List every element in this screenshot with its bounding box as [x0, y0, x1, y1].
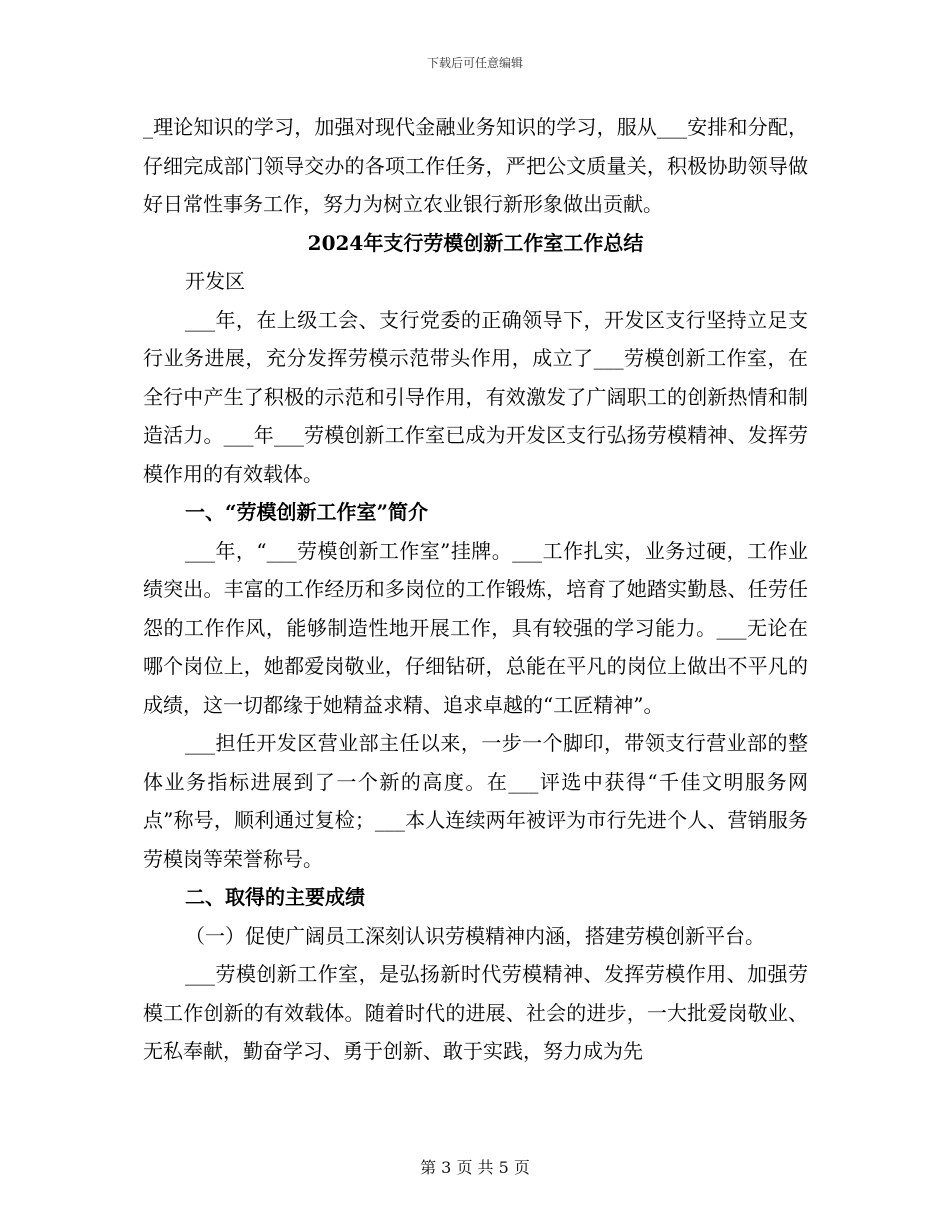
section-2-subheading-1: （一）促使广阔员工深刻认识劳模精神内涵，搭建劳模创新平台。 [185, 923, 765, 948]
section-1-paragraph-1: ___年，“___劳模创新工作室”挂牌。___工作扎实，业务过硬，工作业绩突出。丰富的工作经历和多岗位的工作锻炼，培育了她踏实勤恳、任劳任怨的工作作风，能够制造性地开展工作，具有较强的学习能力。___无论在哪个岗位上，她都爱岗敬业，仔细钻研，总能在平凡的岗位上做出不平凡的成绩，这一切都缘于她精益求精、追求卓越的“工匠精神”。 [143, 538, 808, 717]
page-header: 下载后可任意编辑 [426, 56, 523, 70]
document-title: 2024年支行劳模创新工作室工作总结 [307, 230, 644, 255]
org-name: 开发区 [185, 269, 245, 293]
section-2-heading: 二、取得的主要成绩 [185, 885, 365, 909]
section-1-heading: 一、“劳模创新工作室”简介 [185, 500, 429, 524]
section-2-paragraph-1: ___劳模创新工作室，是弘扬新时代劳模精神、发挥劳模作用、加强劳模工作创新的有效载体。随着时代的进展、社会的进步，一大批爱岗敬业、无私奉献，勤奋学习、勇于创新、敢于实践，努力成为先 [143, 962, 808, 1063]
intro-paragraph: ___年，在上级工会、支行党委的正确领导下，开发区支行坚持立足支行业务进展，充分发挥劳模示范带头作用，成立了___劳模创新工作室，在全行中产生了积极的示范和引导作用，有效激发了广阔职工的创新热情和制造活力。___年___劳模创新工作室已成为开发区支行弘扬劳模精神、发挥劳模作用的有效载体。 [143, 307, 808, 486]
page-number: 第 3 页 共 5 页 [420, 1158, 530, 1177]
continuation-paragraph: _理论知识的学习，加强对现代金融业务知识的学习，服从___安排和分配，仔细完成部门领导交办的各项工作任务，严把公文质量关，积极协助领导做好日常性事务工作，努力为树立农业银行新形象做出贡献。 [143, 115, 808, 216]
document-body [143, 108, 808, 1071]
section-1-paragraph-2: ___担任开发区营业部主任以来，一步一个脚印，带领支行营业部的整体业务指标进展到了一个新的高度。在___评选中获得“千佳文明服务网点”称号，顺利通过复检；___本人连续两年被评为市行先进个人、营销服务劳模岗等荣誉称号。 [143, 731, 808, 871]
